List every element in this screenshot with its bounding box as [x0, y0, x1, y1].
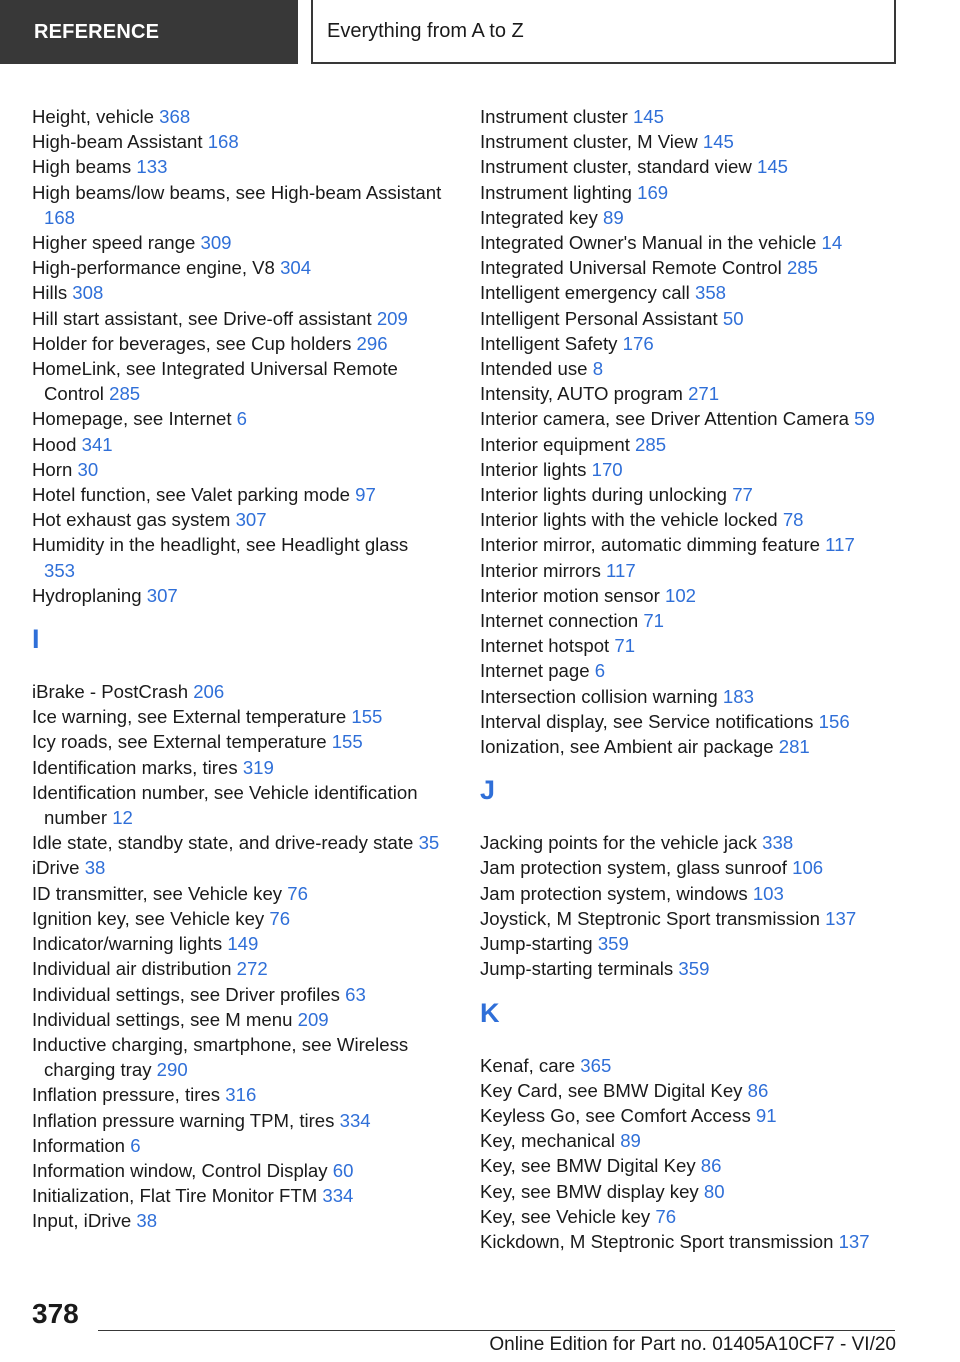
index-entry-term: Individual air distribution	[32, 958, 232, 980]
index-entry-term: Keyless Go, see Comfort Access	[480, 1104, 751, 1126]
index-entry-page-link[interactable]: 176	[622, 332, 654, 354]
index-entry-term: Instrument cluster, standard view	[480, 156, 752, 178]
index-entry-term: Identification marks, tires	[32, 756, 238, 778]
index-entry-page-link[interactable]: 168	[44, 206, 76, 228]
index-entry-term: Key, see Vehicle key	[480, 1205, 651, 1227]
index-entry-term: Identification number, see Vehicle identification number	[32, 781, 418, 829]
index-entry	[480, 230, 920, 255]
index-entry-term: Interior lights during unlocking	[480, 484, 728, 506]
index-entry-page-link[interactable]: 272	[236, 958, 268, 980]
index-entry	[32, 982, 442, 1007]
index-entry-term: Interval display, see Service notifications	[480, 710, 814, 732]
index-entry-term: Holder for beverages, see Cup holders	[32, 332, 352, 354]
index-entry-page-link[interactable]: 209	[297, 1008, 329, 1030]
index-entry-term: Key, see BMW display key	[480, 1180, 699, 1202]
index-entry-term: High beams/low beams, see High-beam Assistant	[32, 181, 442, 203]
index-entry-term: Hot exhaust gas system	[32, 509, 231, 531]
index-entry-term: Humidity in the headlight, see Headlight glass	[32, 534, 409, 556]
index-entry	[32, 154, 442, 179]
index-entry-page-link[interactable]: 38	[136, 1210, 158, 1232]
index-entry-page-link[interactable]: 155	[331, 731, 363, 753]
index-entry	[480, 457, 920, 482]
index-entry-term: Inflation pressure, tires	[32, 1084, 221, 1106]
index-entry	[32, 180, 442, 230]
index-entry-page-link[interactable]: 117	[606, 559, 636, 581]
index-entry	[480, 1078, 920, 1103]
index-entry	[480, 1229, 920, 1254]
index-entry-term: HomeLink, see Integrated Universal Remote Control	[32, 358, 398, 405]
index-entry	[32, 583, 442, 608]
index-entry-term: Intended use	[480, 358, 588, 380]
index-entry	[32, 1032, 442, 1082]
index-entry-page-link[interactable]: 60	[332, 1159, 354, 1181]
index-entry-term: Integrated Owner's Manual in the vehicle	[480, 232, 817, 254]
index-entry-page-link[interactable]: 168	[207, 131, 239, 153]
index-entry-term: Instrument lighting	[480, 181, 632, 203]
index-entry-term: Hood	[32, 433, 77, 455]
index-entry	[480, 255, 920, 280]
index-entry	[32, 1007, 442, 1032]
index-entry-page-link[interactable]: 97	[355, 484, 376, 506]
index-entry-term: Ignition key, see Vehicle key	[32, 907, 265, 929]
index-entry-term: Hotel function, see Valet parking mode	[32, 484, 350, 506]
index-entry-page-link[interactable]: 89	[603, 206, 624, 228]
index-entry	[480, 1153, 920, 1178]
index-entry-term: Interior lights	[480, 458, 587, 480]
index-entry	[480, 432, 920, 457]
index-entry	[480, 331, 920, 356]
index-entry-term: Initialization, Flat Tire Monitor FTM	[32, 1185, 318, 1207]
index-entry-page-link[interactable]: 341	[81, 433, 113, 455]
index-entry-term: Key, see BMW Digital Key	[480, 1155, 696, 1177]
index-entry-term: Hill start assistant, see Drive-off assistant	[32, 307, 372, 329]
index-entry-page-link[interactable]: 89	[620, 1130, 641, 1152]
index-entry-page-link[interactable]: 71	[614, 635, 636, 657]
index-entry	[32, 507, 442, 532]
index-entry	[32, 306, 442, 331]
index-entry	[480, 1204, 920, 1229]
index-entry	[480, 306, 920, 331]
index-entry-term: Jump-starting	[480, 933, 593, 955]
index-entry	[480, 633, 920, 658]
index-entry-term: Ice warning, see External temperature	[32, 706, 347, 728]
index-entry	[480, 180, 920, 205]
index-entry-page-link[interactable]: 169	[637, 181, 669, 203]
index-entry-page-link[interactable]: 307	[146, 584, 178, 606]
index-entry-page-link[interactable]: 6	[236, 408, 248, 430]
index-entry	[480, 1128, 920, 1153]
index-entry-term: Intelligent Personal Assistant	[480, 307, 718, 329]
index-entry-page-link[interactable]: 91	[755, 1104, 777, 1126]
index-entry-term: ID transmitter, see Vehicle key	[32, 882, 283, 904]
index-entry-term: Kenaf, care	[480, 1054, 576, 1076]
index-entry-page-link[interactable]: 209	[376, 307, 408, 329]
index-entry	[480, 205, 920, 230]
index-entry-page-link[interactable]: 35	[418, 832, 440, 854]
index-entry	[32, 906, 442, 931]
index-entry	[32, 881, 442, 906]
index-entry-term: Key Card, see BMW Digital Key	[480, 1079, 743, 1101]
index-entry	[32, 931, 442, 956]
index-entry-page-link[interactable]: 80	[703, 1180, 725, 1202]
index-entry-page-link[interactable]: 38	[84, 857, 106, 879]
index-entry	[480, 406, 920, 431]
page-number: 378	[32, 1298, 79, 1329]
index-entry-term: Input, iDrive	[32, 1210, 132, 1232]
index-entry-page-link[interactable]: 14	[821, 232, 843, 254]
index-column-left	[32, 104, 442, 1234]
index-entry-page-link[interactable]: 334	[322, 1185, 354, 1207]
index-entry-page-link[interactable]: 117	[825, 534, 855, 556]
index-entry	[480, 482, 920, 507]
section-label: REFERENCE	[34, 20, 160, 43]
index-entry	[480, 608, 920, 633]
index-entry	[32, 280, 442, 305]
index-entry-page-link[interactable]: 137	[838, 1230, 870, 1252]
index-entry-page-link[interactable]: 103	[752, 882, 784, 904]
index-entry-term: Interior motion sensor	[480, 584, 660, 606]
index-entry-page-link[interactable]: 206	[193, 681, 225, 703]
index-entry-page-link[interactable]: 170	[591, 458, 623, 480]
index-entry	[32, 1108, 442, 1133]
index-entry-page-link[interactable]: 285	[635, 433, 667, 455]
index-entry	[480, 830, 920, 855]
index-entry	[480, 1053, 920, 1078]
index-entry-page-link[interactable]: 76	[287, 882, 308, 904]
index-entry	[480, 381, 920, 406]
index-entry	[32, 432, 442, 457]
index-entry	[32, 1082, 442, 1107]
index-entry-term: High-performance engine, V8	[32, 257, 275, 279]
index-entry-term: Intersection collision warning	[480, 685, 718, 707]
index-entry-term: Higher speed range	[32, 232, 196, 254]
index-column-right	[480, 104, 920, 1254]
index-entry-term: Icy roads, see External temperature	[32, 731, 327, 753]
index-entry	[480, 709, 920, 734]
index-entry	[32, 532, 442, 582]
index-entry	[480, 104, 920, 129]
index-entry	[480, 734, 920, 759]
index-entry-page-link[interactable]: 86	[747, 1079, 769, 1101]
index-entry-term: Integrated key	[480, 206, 598, 228]
index-entry-page-link[interactable]: 106	[792, 857, 824, 879]
index-entry-term: Indicator/warning lights	[32, 933, 223, 955]
index-entry	[480, 280, 920, 305]
index-entry-page-link[interactable]: 76	[269, 907, 291, 929]
index-entry-page-link[interactable]: 308	[72, 282, 104, 304]
index-entry-page-link[interactable]: 309	[200, 232, 232, 254]
index-entry-page-link[interactable]: 359	[678, 958, 710, 980]
index-entry	[32, 1158, 442, 1183]
index-entry-term: Individual settings, see M menu	[32, 1008, 293, 1030]
index-entry-term: Inflation pressure warning TPM, tires	[32, 1109, 335, 1131]
index-entry-page-link[interactable]: 359	[597, 933, 629, 955]
index-entry	[32, 755, 442, 780]
index-entry-term: Jump-starting terminals	[480, 958, 674, 980]
index-entry-page-link[interactable]: 296	[356, 332, 388, 354]
index-entry-page-link[interactable]: 183	[722, 685, 754, 707]
index-entry-page-link[interactable]: 319	[242, 756, 274, 778]
index-entry-page-link[interactable]: 77	[732, 484, 753, 506]
index-entry-term: Integrated Universal Remote Control	[480, 257, 782, 279]
index-entry-page-link[interactable]: 304	[280, 257, 312, 279]
index-entry	[32, 855, 442, 880]
index-entry	[32, 1133, 442, 1158]
index-entry-term: Key, mechanical	[480, 1130, 616, 1152]
index-entry-term: Jacking points for the vehicle jack	[480, 832, 757, 854]
index-entry	[480, 931, 920, 956]
index-entry	[32, 331, 442, 356]
index-entry-page-link[interactable]: 30	[77, 458, 99, 480]
index-entry-term: Inductive charging, smartphone, see Wireless charging tray	[32, 1033, 409, 1081]
index-entry-term: iDrive	[32, 857, 80, 879]
index-entry	[32, 1183, 442, 1208]
index-entry	[480, 507, 920, 532]
index-entry	[480, 1179, 920, 1204]
index-entry	[32, 457, 442, 482]
index-entry-term: Kickdown, M Steptronic Sport transmission	[480, 1230, 834, 1252]
index-entry-term: Interior mirrors	[480, 559, 601, 581]
index-entry	[32, 1208, 442, 1233]
index-entry-term: Intensity, AUTO program	[480, 383, 683, 405]
index-entry-term: Instrument cluster	[480, 106, 628, 127]
index-entry-term: Joystick, M Steptronic Sport transmission	[480, 907, 820, 929]
index-entry	[32, 729, 442, 754]
index-entry-term: Information	[32, 1134, 126, 1156]
index-entry-page-link[interactable]: 334	[339, 1109, 371, 1131]
index-entry	[480, 532, 920, 557]
index-entry-page-link[interactable]: 63	[345, 983, 366, 1005]
index-entry-term: Instrument cluster, M View	[480, 131, 698, 153]
index-entry	[480, 1103, 920, 1128]
index-entry-term: Individual settings, see Driver profiles	[32, 983, 340, 1005]
index-letter-heading: I	[32, 624, 40, 655]
index-entry	[32, 356, 442, 406]
index-entry-page-link[interactable]: 71	[643, 610, 665, 632]
index-entry-page-link[interactable]: 8	[592, 358, 604, 380]
index-entry	[32, 482, 442, 507]
index-entry-term: iBrake - PostCrash	[32, 681, 189, 703]
index-entry-term: High-beam Assistant	[32, 131, 203, 153]
index-entry-term: Information window, Control Display	[32, 1159, 328, 1181]
index-entry	[32, 230, 442, 255]
index-entry	[480, 583, 920, 608]
index-entry-term: Internet connection	[480, 610, 639, 632]
index-entry-page-link[interactable]: 12	[112, 807, 133, 829]
index-entry	[480, 658, 920, 683]
index-entry-page-link[interactable]: 353	[44, 559, 76, 581]
index-entry-page-link[interactable]: 358	[694, 282, 727, 304]
index-entry-page-link[interactable]: 76	[655, 1205, 677, 1227]
index-entry-term: Internet hotspot	[480, 635, 610, 657]
index-entry-term: Interior mirror, automatic dimming feature	[480, 534, 820, 556]
index-entry-page-link[interactable]: 338	[762, 832, 794, 854]
index-entry	[32, 255, 442, 280]
index-entry	[32, 104, 442, 129]
index-entry-page-link[interactable]: 285	[786, 257, 818, 279]
index-entry-page-link[interactable]: 290	[156, 1059, 188, 1081]
index-entry	[480, 956, 920, 981]
index-entry-term: High beams	[32, 156, 132, 178]
index-entry-term: Interior lights with the vehicle locked	[480, 509, 778, 531]
index-entry-term: Idle state, standby state, and drive-ready state	[32, 832, 414, 854]
index-entry-term: Internet page	[480, 660, 590, 682]
index-entry	[480, 129, 920, 154]
index-entry-term: Interior equipment	[480, 433, 630, 455]
index-entry-page-link[interactable]: 78	[782, 509, 804, 531]
index-entry-term: Ionization, see Ambient air package	[480, 736, 774, 758]
index-entry-page-link[interactable]: 281	[778, 736, 810, 758]
index-entry-page-link[interactable]: 50	[722, 307, 744, 329]
index-entry	[480, 881, 920, 906]
index-entry-page-link[interactable]: 368	[159, 106, 191, 127]
index-entry	[480, 684, 920, 709]
index-entry-page-link[interactable]: 307	[235, 509, 267, 531]
edition-note: Online Edition for Part no. 01405A10CF7 - VI/20	[489, 1334, 896, 1355]
index-entry	[480, 558, 920, 583]
footer-divider	[98, 1330, 895, 1331]
index-entry	[32, 704, 442, 729]
index-entry-term: Height, vehicle	[32, 106, 154, 127]
index-entry-term: Intelligent Safety	[480, 332, 618, 354]
chapter-title-tab	[311, 0, 896, 64]
index-entry-page-link[interactable]: 102	[665, 584, 697, 606]
index-entry	[32, 956, 442, 981]
index-entry-page-link[interactable]: 145	[632, 106, 664, 127]
index-entry-page-link[interactable]: 155	[351, 706, 383, 728]
index-entry	[480, 855, 920, 880]
index-entry-page-link[interactable]: 145	[756, 156, 789, 178]
index-entry-page-link[interactable]: 156	[818, 710, 850, 732]
index-entry	[480, 356, 920, 381]
index-entry-page-link[interactable]: 285	[109, 383, 141, 405]
index-entry-page-link[interactable]: 271	[688, 383, 720, 405]
index-entry	[32, 780, 442, 830]
index-entry-page-link[interactable]: 145	[702, 131, 734, 153]
index-entry-term: Interior camera, see Driver Attention Camera	[480, 408, 849, 430]
chapter-title: Everything from A to Z	[327, 19, 524, 42]
index-entry-term: Jam protection system, windows	[480, 882, 748, 904]
index-entry	[32, 406, 442, 431]
index-entry-page-link[interactable]: 365	[580, 1054, 612, 1076]
index-entry-term: Jam protection system, glass sunroof	[480, 857, 787, 879]
index-entry-page-link[interactable]: 149	[227, 933, 259, 955]
index-entry-term: Hydroplaning	[32, 584, 142, 606]
index-entry-page-link[interactable]: 59	[854, 408, 875, 430]
index-entry-term: Intelligent emergency call	[480, 282, 690, 304]
index-entry	[32, 129, 442, 154]
index-entry	[32, 830, 442, 855]
index-entry-term: Hills	[32, 282, 68, 304]
index-entry-page-link[interactable]: 133	[136, 156, 168, 178]
index-entry	[480, 154, 920, 179]
index-entry-page-link[interactable]: 6	[594, 660, 606, 682]
index-letter-heading: K	[480, 997, 500, 1028]
index-letter-heading: J	[480, 775, 496, 806]
index-entry-page-link[interactable]: 316	[225, 1084, 257, 1106]
section-tab	[0, 0, 298, 64]
index-entry-term: Horn	[32, 458, 73, 480]
index-entry	[32, 679, 442, 704]
index-entry-term: Homepage, see Internet	[32, 408, 232, 430]
index-entry-page-link[interactable]: 86	[700, 1155, 722, 1177]
index-entry-page-link[interactable]: 6	[130, 1134, 141, 1156]
index-entry-page-link[interactable]: 137	[825, 907, 857, 929]
index-entry	[480, 906, 920, 931]
